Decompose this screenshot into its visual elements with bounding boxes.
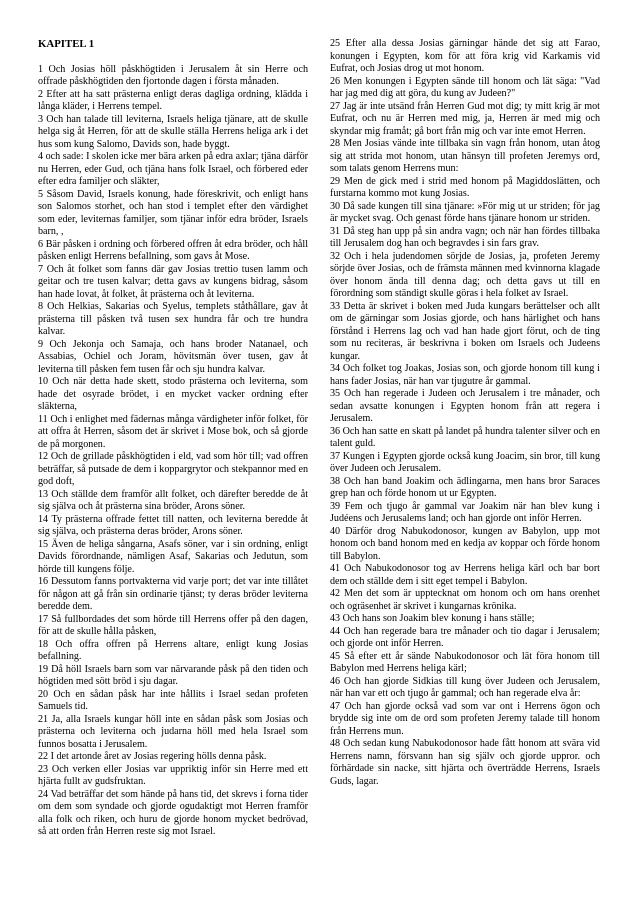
verse <box>330 388 600 426</box>
verse-number: 18 <box>38 638 49 650</box>
verse-text: och sade: I skolen icke mer bära arken på edra axlar; tjäna därför nu Herren, eder Gud, och tjäna hans folk Israel, och förbered eder efter edra familjer och släkter, <box>38 151 308 187</box>
verse-number: 17 <box>38 613 49 625</box>
verse-number: 25 <box>330 38 341 49</box>
verse-text: Och han talade till leviterna, Israels heliga tjänare, att de skulle helga sig åt Herren, för att de skulle ställa Herrens heliga ark i det hus som kung Salomo, Davids son, hade byggt. <box>38 113 308 150</box>
verse-number: 37 <box>330 450 341 462</box>
verse-number: 39 <box>330 500 341 512</box>
verse-text: Bär påsken i ordning och förbered offren åt edra bröder, och håll påsken enligt Herrens befallning, som gavs åt Mose. <box>38 238 309 262</box>
verse-text: Efter att ha satt prästerna enligt deras dagliga ordning, klädda i långa kläder, i Herrens tempel. <box>38 88 308 112</box>
verse-number: 21 <box>38 713 49 725</box>
verse <box>38 614 308 639</box>
verse-text: Då sade kungen till sina tjänare: »För mig ut ur striden; för jag är mycket svag. Och genast förde hans tjänare honom ur striden. <box>330 200 600 224</box>
verse <box>38 764 308 789</box>
verse <box>330 426 600 451</box>
verse-number: 8 <box>38 301 44 312</box>
verse-text: Och han band Joakim och ädlingarna, men hans bror Saraces grep han och förde honom ut ur Egypten. <box>330 475 600 499</box>
verse-text: Då steg han upp på sin andra vagn; och när han fördes tillbaka till Jerusalem dog han och begravdes i sin fars grav. <box>330 225 601 249</box>
verse-text: Och en sådan påsk har inte hållits i Israel sedan profeten Samuels tid. <box>38 688 308 712</box>
verse-text: Kungen i Egypten gjorde också kung Joacim, sin bror, till kung över Judeen och Jerusalem. <box>330 450 600 474</box>
verse-number: 41 <box>330 563 341 574</box>
verse-text: Men konungen i Egypten sände till honom och lät säga: "Vad har jag med dig att göra, du kung av Judeen?" <box>330 75 600 99</box>
verse <box>330 626 600 651</box>
verse-number: 5 <box>38 188 44 200</box>
verse <box>330 101 600 139</box>
verse-number: 45 <box>330 650 341 662</box>
verse-text: Och han gjorde Sidkias till kung över Judeen och Jerusalem, när han var ett och tjugo år gammal; och han regerade elva år: <box>330 675 600 699</box>
verse-number: 33 <box>330 300 341 312</box>
verse <box>38 301 308 339</box>
verse <box>330 138 600 176</box>
verse-number: 2 <box>38 88 44 100</box>
chapter-heading: KAPITEL 1 <box>38 38 95 50</box>
verse <box>38 376 308 414</box>
verse-text: Men de gick med i strid med honom på Magiddoslätten, och furstarna kommo mot kung Josias. <box>330 175 600 199</box>
verse <box>38 489 308 514</box>
verse <box>38 239 308 264</box>
verse-text: Och han satte en skatt på landet på hundra talenter silver och en talent guld. <box>330 425 600 449</box>
left-column <box>38 38 308 839</box>
verse-text: Fem och tjugo år gammal var Joakim när han blev kung i Judéens och Jerusalems land; och han gjorde ont inför Herren. <box>330 500 600 524</box>
verse-text: Och han regerade bara tre månader och tio dagar i Jerusalem; och gjorde ont inför Herren. <box>330 625 600 649</box>
verse-text: Då höll Israels barn som var närvarande påsk på den tiden och högtiden med sött bröd i sju dagar. <box>38 663 308 687</box>
verse-number: 14 <box>38 513 49 525</box>
verse <box>38 539 308 577</box>
verse-text: Och Josias höll påskhögtiden i Jerusalem åt sin Herre och offrade påskhögtiden den fjortonde dagen i första månaden. <box>38 63 308 87</box>
verse-text: Detta är skrivet i boken med Juda kungars berättelser och allt om de gärningar som Josias gjorde, och hans härlighet och hans förstånd i Herrens lag och vad han hade gjort förut, och de ting som nu reciteras, är beskrivna i boken om Israels och Judeens kungar. <box>330 300 600 362</box>
verse-text: Ty prästerna offrade fettet till natten, och leviterna beredde åt sig själva, och prästerna deras bröder, Arons söner. <box>38 513 308 537</box>
verse-text: Jag är inte utsänd från Herren Gud mot dig; ty mitt krig är mot Eufrat, och nu är Herren med mig, ja, Herren är med mig och skyndar mig framåt; gå bort från mig och var inte emot Herren. <box>330 100 600 137</box>
verse <box>38 689 308 714</box>
verse-number: 48 <box>330 738 341 749</box>
verse <box>38 451 308 489</box>
verse <box>38 639 308 664</box>
verse-text: Och Nabukodonosor tog av Herrens heliga kärl och bar bort dem och ställde dem i sitt eget tempel i Babylon. <box>330 563 600 587</box>
verse-text: Så fullbordades det som hörde till Herrens offer på den dagen, för att de skulle hålla påsken, <box>38 613 308 637</box>
verse-number: 26 <box>330 75 341 87</box>
verse <box>38 576 308 614</box>
verse-number: 24 <box>38 788 49 800</box>
verse <box>330 701 600 739</box>
verse-text: I det artonde året av Josias regering hölls denna påsk. <box>50 751 267 762</box>
verse <box>330 613 600 626</box>
verse <box>330 251 600 301</box>
verse-text: Men det som är upptecknat om honom och om hans orenhet och ogräsenhet är skrivet i kungarnas krönika. <box>330 588 600 612</box>
verse <box>38 64 308 89</box>
verse <box>330 201 600 226</box>
verse-text: Och verken eller Josias var uppriktig inför sin Herre med ett hjärta fullt av gudsfruktan. <box>38 763 308 787</box>
verse <box>330 76 600 101</box>
verse-number: 28 <box>330 138 341 149</box>
verse-number: 7 <box>38 263 44 275</box>
verse-text: Och i enlighet med fädernas många värdigheter inför folket, för att offra åt Herren, såsom det är skrivet i Mose bok, och så gjorde de på morgonen. <box>38 413 308 450</box>
verse-text: Och Helkias, Sakarias och Syelus, templets ståthållare, gav åt prästerna till påsken två tusen sex hundra får och tre hundra kalvar. <box>38 301 308 337</box>
right-verse-list <box>330 38 600 788</box>
left-verse-list <box>38 64 308 839</box>
verse <box>330 526 600 564</box>
verse <box>38 514 308 539</box>
verse <box>38 189 308 239</box>
verse-number: 12 <box>38 451 49 462</box>
verse-text: Ja, alla Israels kungar höll inte en sådan påsk som Josias och prästerna och leviterna och judarna höll med hela Israel som funnos bosatta i Jerusalem. <box>38 713 308 750</box>
verse <box>330 676 600 701</box>
verse-number: 23 <box>38 763 49 775</box>
verse <box>330 363 600 388</box>
verse <box>38 414 308 452</box>
verse <box>38 151 308 189</box>
verse-number: 16 <box>38 576 49 587</box>
verse-number: 32 <box>330 250 341 262</box>
verse-text: Och han regerade i Judeen och Jerusalem i tre månader, och sedan avsatte konungen i Egypten honom från att regera i Jerusalem. <box>330 388 600 424</box>
verse-text: Dessutom fanns portvakterna vid varje port; det var inte tillåtet för någon att gå från sin ordinarie tjänst; ty deras bröder leviterna beredde dem. <box>38 576 308 612</box>
verse-number: 35 <box>330 388 341 399</box>
verse-number: 31 <box>330 225 341 237</box>
right-column <box>330 38 600 839</box>
verse-number: 44 <box>330 625 341 637</box>
verse-text: Så efter ett år sände Nabukodonosor och lät föra honom till Babylon med Herrens heliga kärl; <box>330 650 600 674</box>
verse-text: Och Jekonja och Samaja, och hans broder Natanael, och Assabias, Ochiel och Joram, hövitsmän över tusen, gav åt leviterna till påsken fem tusen får och sju hundra kalvar. <box>38 338 308 375</box>
verse-number: 6 <box>38 238 44 250</box>
verse-number: 34 <box>330 363 341 374</box>
verse-number: 42 <box>330 588 341 599</box>
verse-text: Och i hela judendomen sörjde de Josias, ja, profeten Jeremy sörjde över Josias, och de främsta männen med kvinnorna klagade över honom ända till denna dag; och detta gavs ut till en förordning som ständigt skulle göras i hela folket av Israel. <box>330 250 600 299</box>
verse-text: Och de grillade påskhögtiden i eld, vad som hör till; vad offren beträffar, så putsade de dem i koppargrytor och stekpannor med en god doft, <box>38 451 308 487</box>
verse <box>330 301 600 364</box>
verse-number: 40 <box>330 525 341 537</box>
text-columns <box>38 38 600 839</box>
verse-number: 19 <box>38 663 49 675</box>
verse <box>38 114 308 152</box>
verse <box>38 664 308 689</box>
verse <box>38 264 308 302</box>
verse-text: Men Josias vände inte tillbaka sin vagn från honom, utan åtog sig att strida mot honom, utan hänsyn till profeten Jeremys ord, som talats genom Herrens mun: <box>330 138 600 174</box>
verse-number: 43 <box>330 613 341 624</box>
verse <box>330 38 600 76</box>
verse-number: 3 <box>38 113 44 125</box>
verse <box>330 738 600 788</box>
verse-text: Och hans son Joakim blev konung i hans ställe; <box>342 613 535 624</box>
verse-number: 9 <box>38 338 44 350</box>
verse-text: Och offra offren på Herrens altare, enligt kung Josias befallning. <box>38 638 308 662</box>
verse <box>38 339 308 377</box>
verse-text: Och sedan kung Nabukodonosor hade fått honom att svära vid Herrens namn, försvann han sig själv och gjorde uppror. och förhärdade sin nacke, sitt hjärta och överträdde Herrens, Israels Guds, lagar. <box>330 738 600 787</box>
verse-text: Och han gjorde också vad som var ont i Herrens ögon och brydde sig inte om de ord som profeten Jeremy talade till honom från Herrens mun. <box>330 700 600 737</box>
verse-number: 29 <box>330 175 341 187</box>
verse <box>330 563 600 588</box>
verse <box>330 588 600 613</box>
verse-number: 10 <box>38 376 49 387</box>
verse <box>330 451 600 476</box>
verse-text: Och åt folket som fanns där gav Josias trettio tusen lamm och geitar och tre tusen kalvar; detta gavs av kungens bidrag, såsom han hade lovat, åt folket, åt prästerna och åt leviterna. <box>38 263 308 300</box>
verse-number: 1 <box>38 63 44 75</box>
verse-text: Även de heliga sångarna, Asafs söner, var i sin ordning, enligt Davids förordnande, nämligen Asaf, Sakarias och Jedutun, som hörde till kungens följe. <box>38 538 308 575</box>
verse <box>330 226 600 251</box>
verse-text: Vad beträffar det som hände på hans tid, det skrevs i forna tider om dem som syndade och gjorde ogudaktigt mot Herren framför alla folk och riken, och huru de gjorde honom mycket bedrövad, så att orden från Herren reste sig mot Israel. <box>38 788 308 837</box>
verse-text: Och när detta hade skett, stodo prästerna och leviterna, som hade det osyrade brödet, i en mycket vacker ordning efter släkterna, <box>38 376 308 412</box>
verse-number: 27 <box>330 100 341 112</box>
verse <box>38 789 308 839</box>
verse-number: 30 <box>330 200 341 212</box>
verse-text: Därför drog Nabukodonosor, kungen av Babylon, upp mot honom och band honom med en kedja av koppar och förde honom till Babylon. <box>330 525 600 562</box>
verse-number: 20 <box>38 688 49 700</box>
verse-number: 11 <box>38 413 48 425</box>
verse-number: 13 <box>38 488 49 500</box>
verse-number: 4 <box>38 151 44 162</box>
verse-text: Och folket tog Joakas, Josias son, och gjorde honom till kung i hans fader Josias, när han var tjugutre år gammal. <box>330 363 600 387</box>
verse <box>330 501 600 526</box>
verse <box>38 714 308 752</box>
verse-number: 22 <box>38 751 49 762</box>
verse-number: 47 <box>330 700 341 712</box>
verse-text: Och ställde dem framför allt folket, och därefter beredde de åt sig själva och åt prästerna sina bröder, Arons söner. <box>38 488 308 512</box>
verse-text: Efter alla dessa Josias gärningar hände det sig att Farao, konungen i Egypten, kom för att föra krig vid Karkamis vid Eufrat, och Josias drog ut mot honom. <box>330 38 600 74</box>
verse <box>38 751 308 764</box>
verse <box>330 476 600 501</box>
verse-number: 38 <box>330 475 341 487</box>
verse <box>38 89 308 114</box>
verse <box>330 176 600 201</box>
verse-text: Såsom David, Israels konung, hade föreskrivit, och enligt hans son Salomos storhet, och han stod i templet efter den värdighet som eder, leviternas familjer, som tjänar inför edra bröder, Israels barn, , <box>38 188 308 237</box>
verse-number: 15 <box>38 538 49 550</box>
verse <box>330 651 600 676</box>
verse-number: 46 <box>330 675 341 687</box>
verse-number: 36 <box>330 425 341 437</box>
